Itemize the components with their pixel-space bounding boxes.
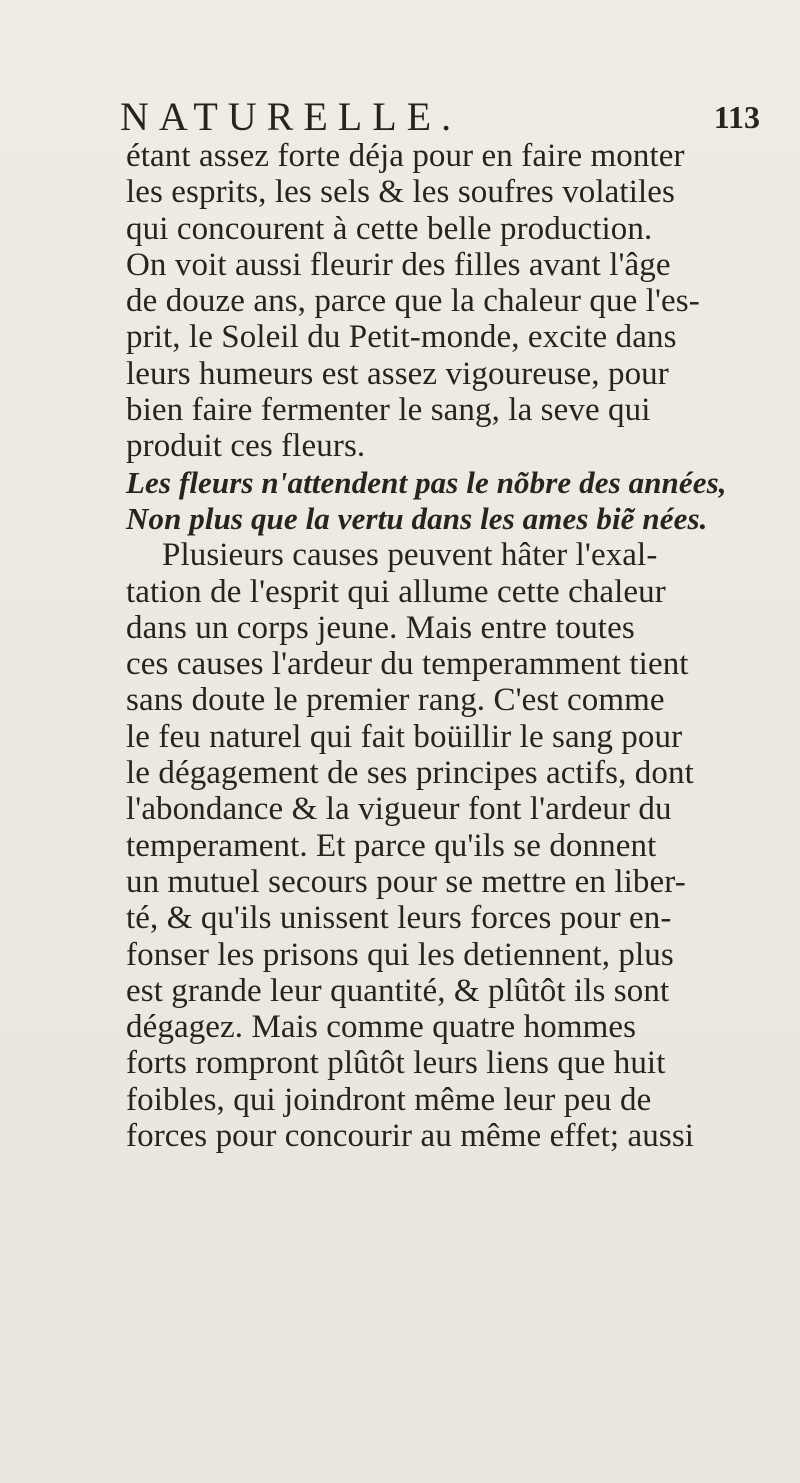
text-line: dégagez. Mais comme quatre hommes <box>126 1009 637 1046</box>
text-line: On voit aussi fleurir des filles avant l'âge <box>126 246 671 283</box>
text-line: le feu naturel qui fait boüillir le sang pour <box>126 718 683 755</box>
text-line: forces pour concourir au même effet; aussi <box>126 1118 695 1155</box>
text-line: produit ces fleurs. <box>126 428 366 465</box>
text-line: temperament. Et parce qu'ils se donnent <box>126 827 657 864</box>
text-line: l'abondance & la vigueur font l'ardeur du <box>126 791 672 828</box>
text-line: ces causes l'ardeur du temperamment tient <box>126 646 689 683</box>
text-line: dans un corps jeune. Mais entre toutes <box>126 609 635 646</box>
text-line: qui concourent à cette belle production. <box>126 210 653 247</box>
text-line: foibles, qui joindront même leur peu de <box>126 1081 652 1118</box>
text-line: étant assez forte déja pour en faire monter <box>126 138 685 174</box>
verse-line: Les fleurs n'attendent pas le nõbre des années, <box>126 464 727 500</box>
text-line: leurs humeurs est assez vigoureuse, pour <box>126 355 669 392</box>
text-line: fonser les prisons qui les detiennent, plus <box>126 936 674 973</box>
text-line: le dégagement de ses principes actifs, dont <box>126 755 694 792</box>
text-line: de douze ans, parce que la chaleur que l'es- <box>126 283 700 320</box>
page-number: 113 <box>713 99 760 135</box>
text-line: sans doute le premier rang. C'est comme <box>126 682 665 719</box>
text-line: les esprits, les sels & les soufres volatiles <box>126 174 675 211</box>
text-line: bien faire fermenter le sang, la seve qui <box>126 392 651 429</box>
text-line: tation de l'esprit qui allume cette chaleur <box>126 573 666 610</box>
text-line: forts rompront plûtôt leurs liens que huit <box>126 1045 666 1082</box>
text-line: un mutuel secours pour se mettre en liber- <box>126 863 686 900</box>
body-text <box>126 138 766 1154</box>
text-line: té, & qu'ils unissent leurs forces pour en- <box>126 900 672 937</box>
text-line: est grande leur quantité, & plûtôt ils sont <box>126 972 670 1009</box>
paragraph-start: Plusieurs causes peuvent hâter l'exal- <box>162 537 658 574</box>
running-head: NATURELLE. <box>120 94 462 139</box>
text-line: prit, le Soleil du Petit-monde, excite dans <box>126 319 677 356</box>
verse-line: Non plus que la vertu dans les ames biẽ nées. <box>126 500 708 536</box>
page-header <box>120 92 760 142</box>
